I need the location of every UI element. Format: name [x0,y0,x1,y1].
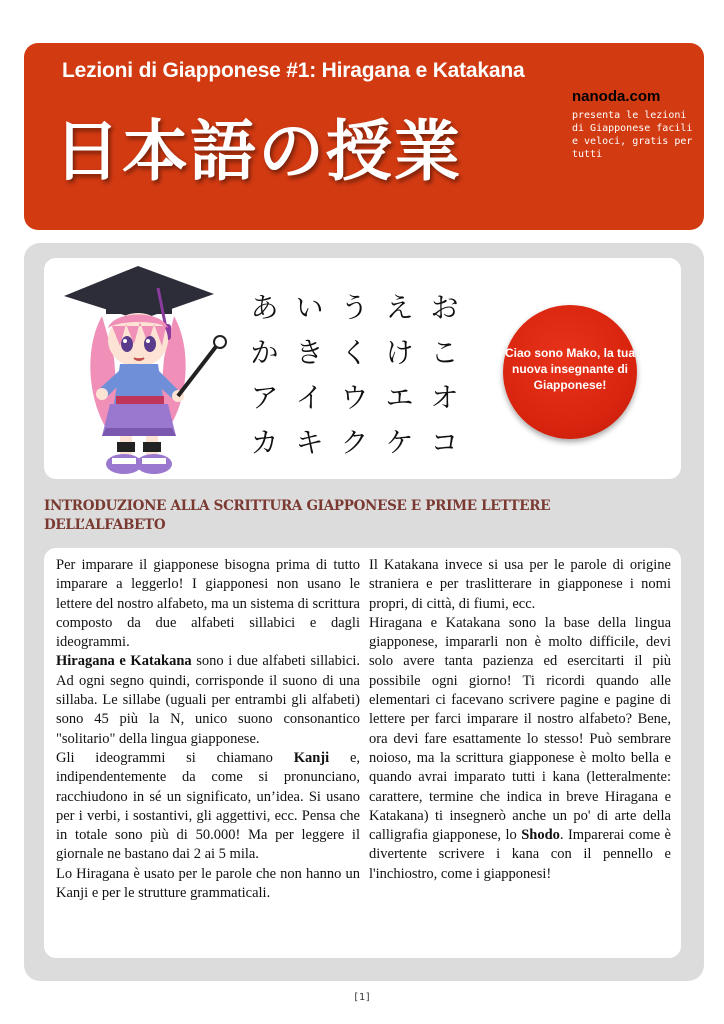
section-heading: INTRODUZIONE ALLA SCRITTURA GIAPPONESE E PRIME LETTERE DELL’ALFABETO [44,498,551,533]
column-right [369,556,671,884]
kana-char: コ [430,425,459,459]
paragraph: Hiragana e Katakana sono i due alfabeti sillabici. Ad ogni segno quindi, corrisponde il suono di una sillaba. Le sillabe (uguali per entrambi gli alfabeti) sono 45 più la N, unico suono consonantico "solitario" della lingua giapponese. [56,653,360,747]
kana-char: エ [385,380,414,414]
kana-char: い [295,290,324,324]
kana-char: ケ [385,425,414,459]
bold-term: Shodo [521,827,560,844]
kana-char: え [385,290,414,324]
column-left [56,556,360,903]
kana-row-hiragana-a [242,283,472,328]
paragraph: Il Katakana invece si usa per le parole di origine straniera e per traslitterare in giapponese i nomi propri, di città, di fiumi, ecc. [369,557,671,612]
kana-row-katakana-ka [242,418,472,463]
kana-char: け [385,335,414,369]
lesson-title: Lezioni di Giapponese #1: Hiragana e Katakana [62,59,525,82]
kana-char: ア [250,380,279,414]
kana-char: オ [430,380,459,414]
bold-term: Kanji [293,749,330,766]
kana-char: ウ [340,380,369,414]
kana-char: か [250,335,279,369]
paragraph: Hiragana e Katakana sono la base della lingua giapponese, impararli non è molto difficile, devi solo avere tanta pazienza ed esercitarti il più possibile ogni giorno! Ti ricordi quando alle elementari ci facevano scrivere pagine e pagine di lettere per farci imparare il nostro alfabeto? Bene, ora devi fare esattamente lo stesso! Può sembrare noioso, ma la scrittura giapponese è molto bella e quando avrai imparato tutti i kana (letteralmente: carattere, termine che indica in breve Hiragana e Katakana) ti insegnerò anche un po' di arte della calligrafia giapponese, lo Shodo. Imparerai come è divertente scrivere i kana con il pennello e l'inchiostro, come i giapponesi! [369,614,671,882]
paragraph: Gli ideogrammi si chiamano Kanji e, indipendentemente da come si pronunciano, racchiudono in sé un significato, un’idea. Si usano per i verbi, i sostantivi, gli aggettivi, ecc. Pensa che in totale sono più di 50.000! Ma per leggere il giornale ne bastano dai 2 ai 5 mila. [56,749,361,863]
kana-char: お [430,290,459,324]
kana-char: キ [295,425,324,459]
kana-char: く [340,335,369,369]
badge-text: Ciao sono Mako, la tua nuova insegnante di Giapponese! [504,346,636,392]
kanji-title: 日本語の授業 [54,112,462,190]
kana-row-katakana-a [242,373,472,418]
bold-term: Hiragana e Katakana [56,653,192,670]
paragraph: Lo Hiragana è usato per le parole che non hanno un Kanji e per le strutture grammaticali. [56,865,360,902]
mascot-illustration [54,258,234,478]
kana-char: う [340,290,369,324]
page-number: [1] [352,992,372,1003]
paragraph: Per imparare il giapponese bisogna prima di tutto imparare a leggerlo! I giapponesi non usano le lettere del nostro alfabeto, ma un sistema di scrittura composto da due alfabeti sillabici e dagli ideogrammi. [56,557,360,651]
speech-badge [503,305,637,439]
kana-row-hiragana-ka [242,328,472,373]
kana-char: カ [250,425,279,459]
kana-char: イ [295,380,324,414]
kana-char: ク [340,425,369,459]
header-banner [24,43,704,230]
site-name[interactable]: nanoda.com [572,88,661,105]
kana-char: き [295,335,324,369]
kana-grid [242,283,472,463]
kana-char: あ [250,290,279,324]
site-description: presenta le lezioni di Giapponese facili e veloci, gratis per tutti [572,110,693,160]
kana-char: こ [430,335,459,369]
